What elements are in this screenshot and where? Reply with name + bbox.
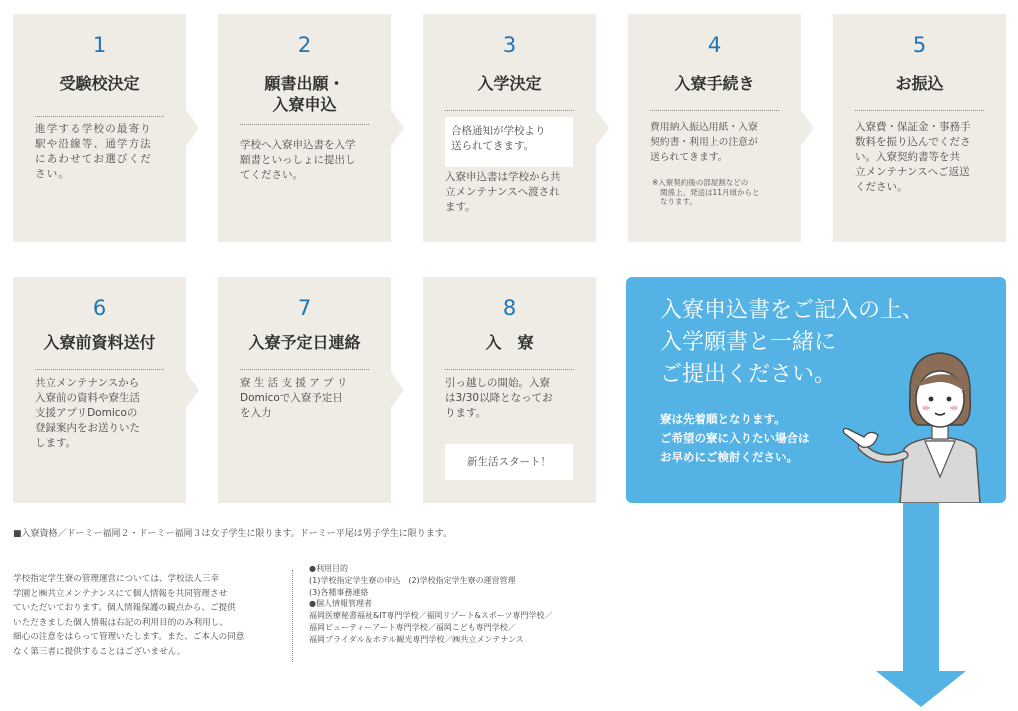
notice-box: 合格通知が学校より 送られてきます。 <box>445 117 573 167</box>
step-title: 入寮手続き <box>674 74 755 93</box>
chevron-right-icon <box>596 110 609 146</box>
callout-heading: 入寮申込書をご記入の上、 入学願書と一緒に ご提出ください。 <box>660 298 925 387</box>
usage-purpose-text: ●利用目的 (1)学校指定学生寮の申込 (2)学校指定学生寮の運営管理 (3)各種事務連絡 ●個人情報管理者 福岡医療秘書福祉&IT専門学校／福岡リゾート&スポーツ専門学校／ 福岡ビューティーアート専門学校／福岡こども専門学校／ 福岡ブライダル＆ホテル観光専門学校／㈱共立メンテナンス <box>309 564 553 644</box>
step-title: 入学決定 <box>477 74 542 93</box>
step-number: 7 <box>297 296 312 320</box>
down-arrow-icon <box>876 503 966 707</box>
step-card-6 <box>13 277 186 503</box>
step-card-5 <box>833 14 1006 242</box>
step-description: 引っ越しの開始。入寮 は3/30以降となってお ります。 <box>445 377 553 419</box>
eligibility-note: ■入寮資格／ドーミー福岡２・ドーミー福岡３は女子学生に限ります。ドーミー平尾は男子学生に限ります。 <box>13 529 453 539</box>
vertical-dotted-divider <box>292 570 293 662</box>
step-description: 入寮費・保証金・事務手 数料を振り込んでくださ い。入寮契約書等を共 立メンテナンスへご返送 ください。 <box>855 121 971 193</box>
step-number: 2 <box>297 33 312 57</box>
step-number: 4 <box>707 33 722 57</box>
dotted-divider <box>240 369 369 370</box>
privacy-policy-text: 学校指定学生寮の管理運営については、学校法人三幸 学園と㈱共立メンテナンスにて個人情報を共同管理させ ていただいております。個人情報保護の観点から、ご提供 いただきました個人情報は右記の利用目的のみ利用し、 細心の注意をはらって管理いたします。また、ご本人の同意 なく第三者に提供することはございません。 <box>13 574 245 657</box>
step-description: 費用納入振込用紙・入寮 契約書・利用上の注意が 送られてきます。 <box>650 122 758 163</box>
step-description: 進学する学校の最寄り 駅や沿線等、通学方法 にあわせてお選びくだ さい。 <box>35 123 152 180</box>
chevron-right-icon <box>186 110 199 146</box>
dotted-divider <box>855 110 984 111</box>
step-card-1 <box>13 14 186 242</box>
step-card-4 <box>628 14 801 242</box>
step-number: 6 <box>92 296 107 320</box>
step-title: 願書出願・ 入寮申込 <box>264 74 345 114</box>
step-card-2 <box>218 14 391 242</box>
step-card-8 <box>423 277 596 503</box>
chevron-right-icon <box>801 110 814 146</box>
dotted-divider <box>240 124 369 125</box>
dotted-divider <box>35 116 164 117</box>
callout-panel <box>626 277 1006 503</box>
step-description: 寮 生 活 支 援 ア プ リ Domicoで入寮予定日 を入力 <box>240 377 348 419</box>
step-description: 学校へ入寮申込書を入学 願書といっしょに提出し てください。 <box>240 139 356 181</box>
dotted-divider <box>35 369 164 370</box>
step-title: 入寮前資料送付 <box>43 333 156 352</box>
callout-note: 寮は先着順となります。 ご希望の寮に入りたい場合は お早めにご検討ください。 <box>660 412 810 464</box>
step-title: 入 寮 <box>485 333 534 352</box>
step-number: 3 <box>502 33 517 57</box>
step-card-7 <box>218 277 391 503</box>
step-number: 1 <box>92 33 107 57</box>
step-title: 入寮予定日連絡 <box>248 333 361 352</box>
dotted-divider <box>445 110 574 111</box>
step-description: 入寮申込書は学校から共 立メンテナンスへ渡され ます。 <box>445 171 561 213</box>
step-card-3 <box>423 14 596 242</box>
step-number: 5 <box>912 33 927 57</box>
guide-woman-illustration <box>840 337 1006 503</box>
chevron-right-icon <box>391 110 404 146</box>
step-title: 受験校決定 <box>59 74 140 93</box>
dotted-divider <box>650 110 779 111</box>
chevron-right-icon <box>186 372 199 408</box>
step-title: お振込 <box>895 74 944 93</box>
step-number: 8 <box>502 296 517 320</box>
footnote: ※入寮契約後の部屋割などの 関係上、発送は11月頃からと なります。 <box>652 178 760 206</box>
chevron-right-icon <box>391 372 404 408</box>
step-description: 共立メンテナンスから 入寮前の資料や寮生活 支援アプリDomicoの 登録案内をお送りいた します。 <box>35 377 140 449</box>
new-life-start-box: 新生活スタート！ <box>445 444 573 480</box>
dotted-divider <box>445 369 574 370</box>
